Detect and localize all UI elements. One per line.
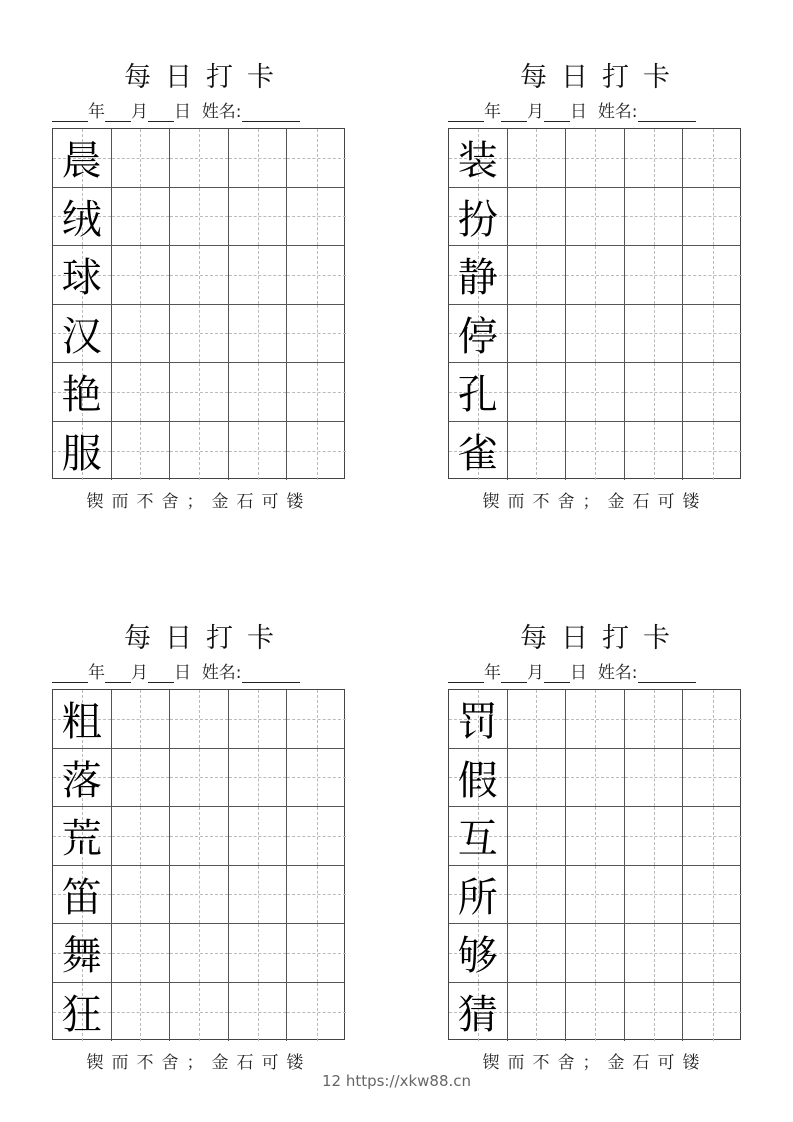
- motto: 锲而不舍；金石可镂: [86, 1053, 312, 1073]
- practice-cell[interactable]: [112, 422, 171, 481]
- model-character: 粗: [61, 699, 102, 746]
- practice-cell[interactable]: [683, 983, 742, 1042]
- model-character: 装: [457, 138, 498, 185]
- model-character: 汉: [61, 313, 102, 360]
- practice-cell[interactable]: [229, 188, 288, 246]
- practice-cell[interactable]: [287, 363, 346, 421]
- practice-cell[interactable]: [625, 983, 684, 1042]
- practice-cell[interactable]: [229, 363, 288, 421]
- practice-cell[interactable]: [229, 305, 288, 363]
- practice-cell[interactable]: [566, 807, 625, 865]
- practice-cell[interactable]: [625, 924, 684, 982]
- name-label: 姓名:: [201, 102, 242, 122]
- practice-cell[interactable]: [566, 422, 625, 481]
- practice-cell[interactable]: [229, 866, 288, 924]
- date-name-line: [448, 97, 742, 122]
- practice-cell[interactable]: [170, 983, 229, 1042]
- practice-cell[interactable]: [683, 866, 742, 924]
- writing-grid: [52, 689, 345, 1040]
- practice-cell[interactable]: [508, 305, 567, 363]
- practice-cell[interactable]: [508, 807, 567, 865]
- practice-cell[interactable]: [566, 983, 625, 1042]
- practice-cell[interactable]: [170, 246, 229, 304]
- name-blank[interactable]: [242, 104, 300, 122]
- date-name-line: [52, 97, 346, 122]
- writing-grid: [52, 128, 345, 479]
- model-character: 舞: [61, 933, 102, 980]
- practice-cell[interactable]: [566, 866, 625, 924]
- model-character: 落: [61, 757, 102, 804]
- date-name-line: [52, 658, 346, 683]
- year-blank[interactable]: [52, 665, 88, 683]
- day-blank[interactable]: [544, 665, 570, 683]
- practice-cell[interactable]: [112, 129, 171, 187]
- practice-cell[interactable]: [287, 129, 346, 187]
- name-label: 姓名:: [597, 102, 638, 122]
- practice-cell[interactable]: [170, 129, 229, 187]
- name-blank[interactable]: [638, 104, 696, 122]
- practice-cell[interactable]: [229, 690, 288, 748]
- practice-cell[interactable]: [112, 305, 171, 363]
- day-blank[interactable]: [148, 104, 174, 122]
- practice-cell[interactable]: [683, 305, 742, 363]
- day-blank[interactable]: [544, 104, 570, 122]
- model-character: 猜: [457, 992, 498, 1039]
- page-footer: 12 https://xkw88.cn: [321, 1072, 472, 1090]
- practice-cell[interactable]: [112, 246, 171, 304]
- practice-cell[interactable]: [229, 807, 288, 865]
- practice-cell[interactable]: [287, 305, 346, 363]
- practice-cell[interactable]: [112, 363, 171, 421]
- model-character: 罚: [457, 699, 498, 746]
- model-character: 绒: [61, 196, 102, 243]
- model-character: 所: [457, 874, 498, 921]
- practice-cell[interactable]: [625, 749, 684, 807]
- practice-cell[interactable]: [625, 363, 684, 421]
- year-label: 年: [484, 102, 501, 122]
- practice-cell[interactable]: [170, 866, 229, 924]
- model-character: 服: [61, 431, 102, 478]
- practice-cell[interactable]: [683, 422, 742, 481]
- practice-cell[interactable]: [625, 188, 684, 246]
- practice-cell[interactable]: [508, 924, 567, 982]
- practice-cell[interactable]: [566, 188, 625, 246]
- practice-cell[interactable]: [508, 690, 567, 748]
- practice-cell[interactable]: [170, 305, 229, 363]
- practice-cell[interactable]: [683, 246, 742, 304]
- practice-cell[interactable]: [170, 924, 229, 982]
- practice-cell[interactable]: [170, 188, 229, 246]
- day-blank[interactable]: [148, 665, 174, 683]
- model-character: 艳: [61, 372, 102, 419]
- month-label: 月: [527, 102, 544, 122]
- year-label: 年: [88, 663, 105, 683]
- practice-cell[interactable]: [229, 422, 288, 481]
- model-character: 停: [457, 313, 498, 360]
- motto: 锲而不舍；金石可镂: [86, 492, 312, 512]
- practice-cell[interactable]: [566, 924, 625, 982]
- card-title: 每日打卡: [520, 623, 684, 654]
- practice-cell[interactable]: [112, 690, 171, 748]
- practice-cell[interactable]: [683, 924, 742, 982]
- model-character: 球: [61, 255, 102, 302]
- practice-cell[interactable]: [625, 807, 684, 865]
- practice-cell[interactable]: [508, 866, 567, 924]
- practice-cell[interactable]: [508, 983, 567, 1042]
- practice-cell[interactable]: [170, 363, 229, 421]
- practice-cell[interactable]: [625, 305, 684, 363]
- practice-cell[interactable]: [170, 690, 229, 748]
- model-character: 孔: [457, 372, 498, 419]
- practice-cell[interactable]: [625, 246, 684, 304]
- practice-cell[interactable]: [112, 866, 171, 924]
- month-label: 月: [527, 663, 544, 683]
- card-title: 每日打卡: [520, 62, 684, 93]
- date-name-line: [448, 658, 742, 683]
- practice-cell[interactable]: [625, 866, 684, 924]
- practice-cell[interactable]: [112, 807, 171, 865]
- practice-cell[interactable]: [566, 305, 625, 363]
- practice-cell[interactable]: [683, 807, 742, 865]
- practice-cell[interactable]: [508, 129, 567, 187]
- month-blank[interactable]: [105, 665, 131, 683]
- practice-cell[interactable]: [287, 749, 346, 807]
- practice-cell[interactable]: [229, 924, 288, 982]
- practice-cell[interactable]: [112, 983, 171, 1042]
- practice-cell[interactable]: [683, 363, 742, 421]
- practice-cell[interactable]: [508, 188, 567, 246]
- model-character: 够: [457, 933, 498, 980]
- practice-cell[interactable]: [287, 924, 346, 982]
- practice-cell[interactable]: [229, 983, 288, 1042]
- card-title: 每日打卡: [124, 62, 288, 93]
- practice-cell[interactable]: [508, 422, 567, 481]
- model-character: 互: [457, 816, 498, 863]
- practice-cell[interactable]: [625, 690, 684, 748]
- practice-cell[interactable]: [112, 924, 171, 982]
- practice-cell[interactable]: [229, 246, 288, 304]
- practice-cell[interactable]: [625, 422, 684, 481]
- practice-cell[interactable]: [683, 188, 742, 246]
- practice-cell[interactable]: [566, 749, 625, 807]
- month-blank[interactable]: [501, 665, 527, 683]
- practice-cell[interactable]: [683, 690, 742, 748]
- day-label: 日: [570, 663, 587, 683]
- practice-cell[interactable]: [287, 983, 346, 1042]
- practice-cell[interactable]: [683, 749, 742, 807]
- month-label: 月: [131, 102, 148, 122]
- practice-cell[interactable]: [508, 363, 567, 421]
- practice-cell[interactable]: [112, 188, 171, 246]
- practice-cell[interactable]: [287, 188, 346, 246]
- month-label: 月: [131, 663, 148, 683]
- practice-cell[interactable]: [625, 129, 684, 187]
- practice-cell[interactable]: [229, 749, 288, 807]
- year-label: 年: [88, 102, 105, 122]
- year-blank[interactable]: [448, 665, 484, 683]
- month-blank[interactable]: [501, 104, 527, 122]
- name-blank[interactable]: [242, 665, 300, 683]
- card-title: 每日打卡: [124, 623, 288, 654]
- motto: 锲而不舍；金石可镂: [482, 492, 708, 512]
- name-blank[interactable]: [638, 665, 696, 683]
- practice-cell[interactable]: [508, 246, 567, 304]
- model-character: 狂: [61, 992, 102, 1039]
- practice-cell[interactable]: [287, 246, 346, 304]
- model-character: 假: [457, 757, 498, 804]
- year-blank[interactable]: [52, 104, 88, 122]
- practice-cell[interactable]: [170, 807, 229, 865]
- model-character: 雀: [457, 431, 498, 478]
- practice-cell[interactable]: [683, 129, 742, 187]
- month-blank[interactable]: [105, 104, 131, 122]
- practice-cell[interactable]: [287, 690, 346, 748]
- practice-cell[interactable]: [287, 422, 346, 481]
- year-label: 年: [484, 663, 501, 683]
- practice-cell[interactable]: [229, 129, 288, 187]
- practice-cell[interactable]: [566, 129, 625, 187]
- practice-cell[interactable]: [287, 807, 346, 865]
- year-blank[interactable]: [448, 104, 484, 122]
- name-label: 姓名:: [201, 663, 242, 683]
- practice-cell[interactable]: [566, 690, 625, 748]
- motto: 锲而不舍；金石可镂: [482, 1053, 708, 1073]
- day-label: 日: [570, 102, 587, 122]
- model-character: 荒: [61, 816, 102, 863]
- writing-grid: [448, 689, 741, 1040]
- model-character: 笛: [61, 874, 102, 921]
- name-label: 姓名:: [597, 663, 638, 683]
- writing-grid: [448, 128, 741, 479]
- practice-cell[interactable]: [566, 363, 625, 421]
- model-character: 静: [457, 255, 498, 302]
- model-character: 晨: [61, 138, 102, 185]
- practice-cell[interactable]: [508, 749, 567, 807]
- day-label: 日: [174, 102, 191, 122]
- model-character: 扮: [457, 196, 498, 243]
- day-label: 日: [174, 663, 191, 683]
- practice-cell[interactable]: [170, 749, 229, 807]
- practice-cell[interactable]: [566, 246, 625, 304]
- practice-cell[interactable]: [112, 749, 171, 807]
- practice-cell[interactable]: [287, 866, 346, 924]
- practice-cell[interactable]: [170, 422, 229, 481]
